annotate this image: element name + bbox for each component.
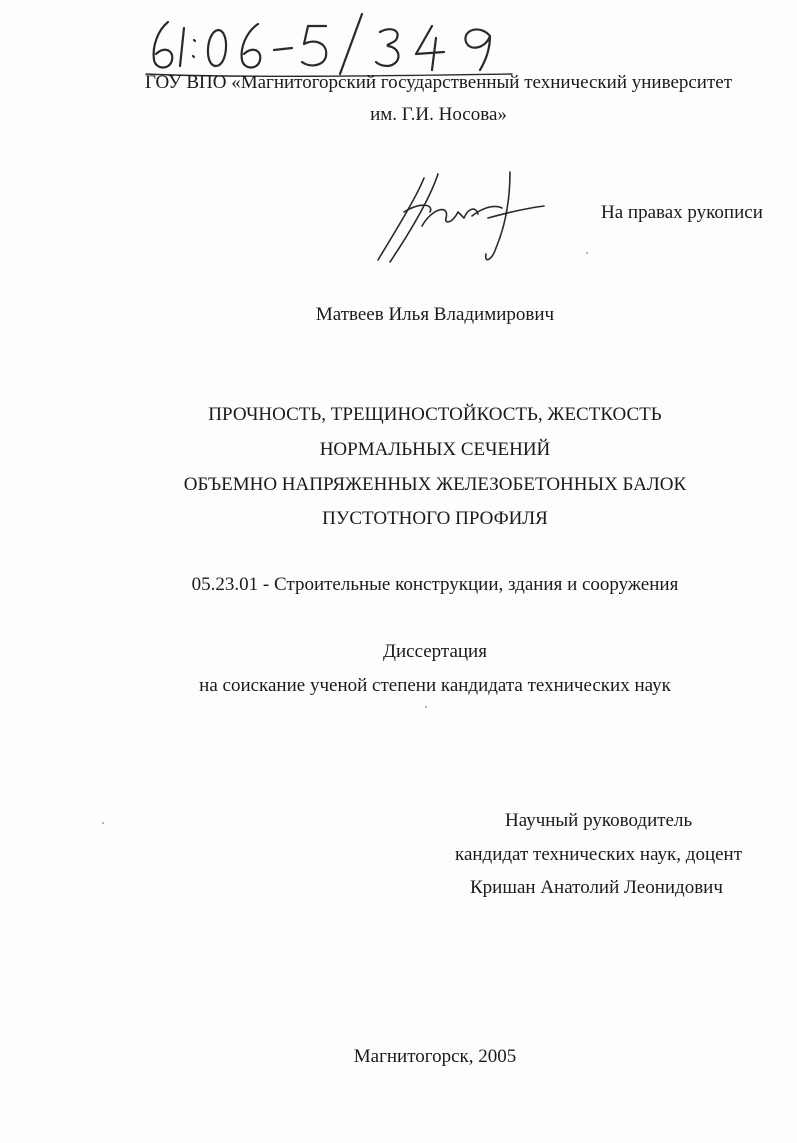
specialty-code: 05.23.01 - Строительные конструкции, здания и сооружения bbox=[191, 574, 679, 595]
signature bbox=[360, 168, 550, 268]
author-name: Матвеев Илья Владимирович bbox=[315, 304, 555, 325]
title-line: ОБЪЕМНО НАПРЯЖЕННЫХ ЖЕЛЕЗОБЕТОННЫХ БАЛОК bbox=[183, 474, 687, 495]
degree-line: на соискание ученой степени кандидата технических наук bbox=[199, 675, 671, 696]
university-name-line-1: ГОУ ВПО «Магнитогорский государственный технический университет bbox=[144, 72, 733, 93]
handwritten-archive-code bbox=[140, 8, 520, 78]
city-year: Магнитогорск, 2005 bbox=[353, 1046, 517, 1067]
university-name-line-2: им. Г.И. Носова» bbox=[370, 104, 507, 125]
supervisor-label: Научный руководитель bbox=[505, 810, 693, 831]
rights-notice: На правах рукописи bbox=[601, 202, 763, 223]
title-line: ПРОЧНОСТЬ, ТРЕЩИНОСТОЙКОСТЬ, ЖЕСТКОСТЬ bbox=[208, 404, 662, 425]
title-line: ПУСТОТНОГО ПРОФИЛЯ bbox=[322, 508, 548, 529]
scan-speck bbox=[586, 252, 588, 254]
scan-speck bbox=[425, 706, 427, 708]
supervisor-name: Кришан Анатолий Леонидович bbox=[470, 877, 723, 898]
title-line: НОРМАЛЬНЫХ СЕЧЕНИЙ bbox=[319, 439, 551, 460]
scan-speck bbox=[102, 822, 104, 824]
work-type: Диссертация bbox=[383, 641, 487, 662]
supervisor-degree: кандидат технических наук, доцент bbox=[455, 844, 743, 865]
